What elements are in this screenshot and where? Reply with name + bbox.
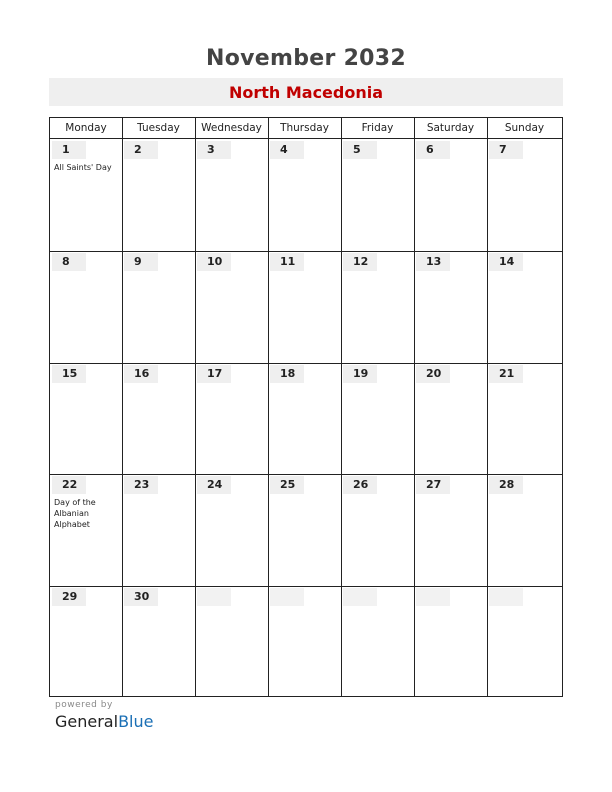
holiday-label: Day of the Albanian Alphabet [54, 498, 96, 530]
day-number [489, 588, 523, 606]
day-number: 23 [124, 476, 158, 494]
day-number: 5 [343, 141, 377, 159]
day-cell[interactable] [341, 139, 414, 251]
day-number: 11 [270, 253, 304, 271]
day-number: 24 [197, 476, 231, 494]
day-cell[interactable] [195, 586, 268, 698]
day-number: 19 [343, 365, 377, 383]
weekday-header-monday: Monday [65, 122, 107, 134]
day-cell[interactable] [122, 363, 195, 475]
calendar-grid [49, 117, 563, 697]
day-cell[interactable] [487, 586, 562, 698]
day-cell[interactable] [414, 586, 487, 698]
country-banner [49, 78, 563, 106]
day-number: 6 [416, 141, 450, 159]
weekday-header-tuesday: Tuesday [137, 122, 180, 134]
day-cell[interactable] [50, 474, 122, 586]
day-cell[interactable] [122, 139, 195, 251]
day-number: 28 [489, 476, 523, 494]
generalblue-logo[interactable] [55, 712, 153, 731]
day-number [343, 588, 377, 606]
day-number [416, 588, 450, 606]
weekday-header-row [50, 118, 562, 139]
day-number: 16 [124, 365, 158, 383]
day-cell[interactable] [50, 139, 122, 251]
day-cell[interactable] [268, 363, 341, 475]
day-cell[interactable] [268, 474, 341, 586]
footer [55, 700, 153, 731]
day-cell[interactable] [414, 251, 487, 363]
day-cell[interactable] [341, 586, 414, 698]
day-cell[interactable] [414, 363, 487, 475]
day-number: 26 [343, 476, 377, 494]
day-number: 21 [489, 365, 523, 383]
day-number: 27 [416, 476, 450, 494]
day-cell[interactable] [414, 139, 487, 251]
weekday-header-wednesday: Wednesday [201, 122, 262, 134]
day-number: 22 [52, 476, 86, 494]
brand-blue: Blue [118, 712, 154, 731]
weekday-header-friday: Friday [361, 122, 394, 134]
weekday-header-sunday: Sunday [504, 122, 545, 134]
day-number [270, 588, 304, 606]
day-cell[interactable] [195, 363, 268, 475]
powered-by-text: powered by [55, 700, 113, 710]
day-cell[interactable] [487, 251, 562, 363]
day-cell[interactable] [50, 586, 122, 698]
weekday-header-saturday: Saturday [426, 122, 475, 134]
day-cell[interactable] [487, 139, 562, 251]
day-number: 4 [270, 141, 304, 159]
calendar-title: November 2032 [205, 46, 407, 71]
day-number: 7 [489, 141, 523, 159]
day-number: 1 [52, 141, 86, 159]
day-cell[interactable] [195, 251, 268, 363]
day-cell[interactable] [414, 474, 487, 586]
day-cell[interactable] [50, 363, 122, 475]
brand-general: General [55, 712, 119, 731]
day-number: 30 [124, 588, 158, 606]
day-number: 14 [489, 253, 523, 271]
day-number: 29 [52, 588, 86, 606]
day-cell[interactable] [50, 251, 122, 363]
day-cell[interactable] [341, 251, 414, 363]
day-cell[interactable] [122, 474, 195, 586]
day-number: 15 [52, 365, 86, 383]
day-cell[interactable] [268, 139, 341, 251]
day-number: 10 [197, 253, 231, 271]
day-number: 18 [270, 365, 304, 383]
holiday-label: All Saints' Day [54, 163, 112, 172]
day-cell[interactable] [268, 586, 341, 698]
day-cell[interactable] [122, 586, 195, 698]
day-number: 9 [124, 253, 158, 271]
day-cell[interactable] [487, 474, 562, 586]
day-number: 25 [270, 476, 304, 494]
day-cell[interactable] [195, 139, 268, 251]
day-cell[interactable] [341, 363, 414, 475]
day-number: 12 [343, 253, 377, 271]
weekday-header-thursday: Thursday [280, 122, 329, 134]
day-number: 17 [197, 365, 231, 383]
day-cell[interactable] [487, 363, 562, 475]
day-cell[interactable] [341, 474, 414, 586]
day-number [197, 588, 231, 606]
day-number: 20 [416, 365, 450, 383]
day-cell[interactable] [268, 251, 341, 363]
day-number: 13 [416, 253, 450, 271]
country-name: North Macedonia [228, 83, 384, 102]
day-number: 8 [52, 253, 86, 271]
day-number: 2 [124, 141, 158, 159]
day-number: 3 [197, 141, 231, 159]
day-cell[interactable] [195, 474, 268, 586]
day-cell[interactable] [122, 251, 195, 363]
